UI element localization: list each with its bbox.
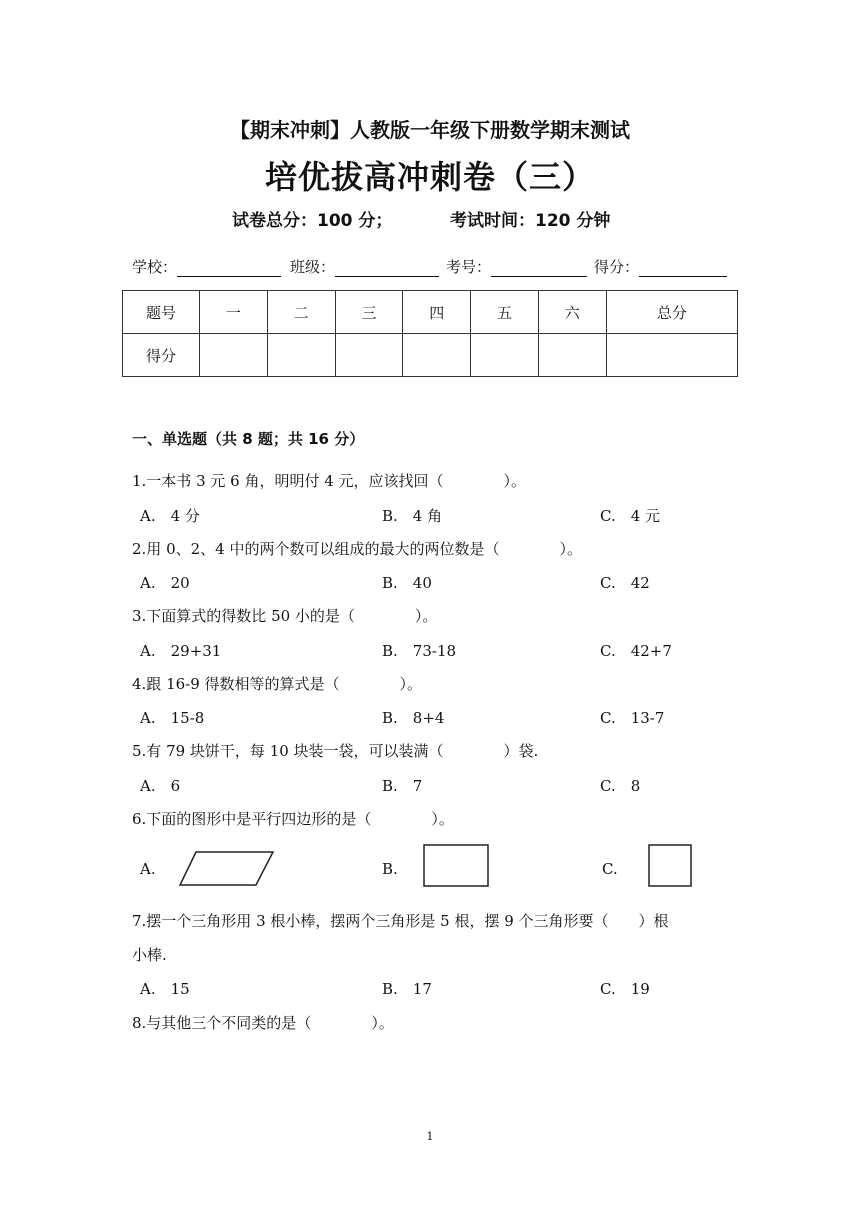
- section-heading: 一、单选题（共 8 题；共 16 分）: [132, 430, 365, 448]
- table-cell: 四: [403, 291, 471, 334]
- exam-time-text: 考试时间：120 分钟: [450, 211, 611, 231]
- school-blank[interactable]: [177, 260, 281, 277]
- question-4: 4.跟 16-9 得数相等的算式是（ ）。: [132, 675, 423, 693]
- option-b[interactable]: B. 17: [382, 980, 432, 998]
- question-7-line-2: 小棒.: [132, 946, 167, 964]
- table-cell: 总分: [606, 291, 737, 334]
- option-c[interactable]: C. 42: [600, 574, 650, 592]
- score-field: [594, 256, 727, 277]
- question-1: 1.一本书 3 元 6 角，明明付 4 元，应该找回（ ）。: [132, 472, 527, 490]
- number-blank[interactable]: [491, 260, 587, 277]
- option-a[interactable]: A. 29+31: [140, 642, 222, 660]
- rectangle-icon: [423, 844, 491, 888]
- score-cell[interactable]: [403, 334, 471, 377]
- score-cell[interactable]: [538, 334, 606, 377]
- option-c[interactable]: C.: [602, 860, 618, 878]
- question-7-line-1: 7.摆一个三角形用 3 根小棒，摆两个三角形是 5 根，摆 9 个三角形要（ ）根: [132, 912, 669, 930]
- table-cell: 三: [335, 291, 403, 334]
- option-a[interactable]: A. 20: [140, 574, 190, 592]
- parallelogram-icon: [178, 850, 276, 888]
- option-c[interactable]: C. 42+7: [600, 642, 672, 660]
- score-cell[interactable]: [267, 334, 335, 377]
- score-table: [122, 290, 738, 377]
- option-b[interactable]: B.: [382, 860, 398, 878]
- school-field: [132, 256, 281, 277]
- score-cell[interactable]: [335, 334, 403, 377]
- exam-subtitle: 【期末冲刺】人教版一年级下册数学期末测试: [230, 118, 630, 142]
- option-a[interactable]: A. 15-8: [140, 709, 205, 727]
- class-label: 班级：: [290, 258, 336, 276]
- table-cell: 六: [538, 291, 606, 334]
- option-b[interactable]: B. 4 角: [382, 507, 443, 525]
- option-c[interactable]: C. 19: [600, 980, 650, 998]
- question-3: 3.下面算式的得数比 50 小的是（ ）。: [132, 607, 438, 625]
- question-2: 2.用 0、2、4 中的两个数可以组成的最大的两位数是（ ）。: [132, 540, 582, 558]
- question-5: 5.有 79 块饼干，每 10 块装一袋，可以装满（ ）袋.: [132, 742, 539, 760]
- option-c[interactable]: C. 13-7: [600, 709, 665, 727]
- table-cell: 一: [200, 291, 268, 334]
- table-cell: 得分: [123, 334, 200, 377]
- score-table-score-row: [123, 334, 738, 377]
- option-a[interactable]: A.: [140, 860, 156, 878]
- exam-title: 培优拔高冲刺卷（三）: [264, 158, 595, 196]
- option-b[interactable]: B. 8+4: [382, 709, 445, 727]
- class-field: [290, 256, 439, 277]
- table-cell: 五: [471, 291, 539, 334]
- total-score-text: 试卷总分：100 分；: [232, 211, 393, 231]
- number-field: [446, 256, 587, 277]
- page-number: 1: [426, 1130, 434, 1143]
- score-cell[interactable]: [606, 334, 737, 377]
- score-cell[interactable]: [200, 334, 268, 377]
- school-label: 学校：: [132, 258, 178, 276]
- option-a[interactable]: A. 4 分: [140, 507, 200, 525]
- option-c[interactable]: C. 8: [600, 777, 641, 795]
- option-a[interactable]: A. 15: [140, 980, 190, 998]
- question-8: 8.与其他三个不同类的是（ ）。: [132, 1014, 394, 1032]
- score-label: 得分：: [594, 258, 640, 276]
- square-icon: [648, 844, 694, 888]
- option-a[interactable]: A. 6: [140, 777, 181, 795]
- class-blank[interactable]: [335, 260, 439, 277]
- table-cell: 二: [267, 291, 335, 334]
- table-cell: 题号: [123, 291, 200, 334]
- question-6: 6.下面的图形中是平行四边形的是（ ）。: [132, 810, 454, 828]
- score-table-header-row: [123, 291, 738, 334]
- option-c[interactable]: C. 4 元: [600, 507, 661, 525]
- option-b[interactable]: B. 7: [382, 777, 423, 795]
- score-cell[interactable]: [471, 334, 539, 377]
- option-b[interactable]: B. 40: [382, 574, 432, 592]
- score-blank[interactable]: [639, 260, 727, 277]
- option-b[interactable]: B. 73-18: [382, 642, 457, 660]
- number-label: 考号：: [446, 258, 492, 276]
